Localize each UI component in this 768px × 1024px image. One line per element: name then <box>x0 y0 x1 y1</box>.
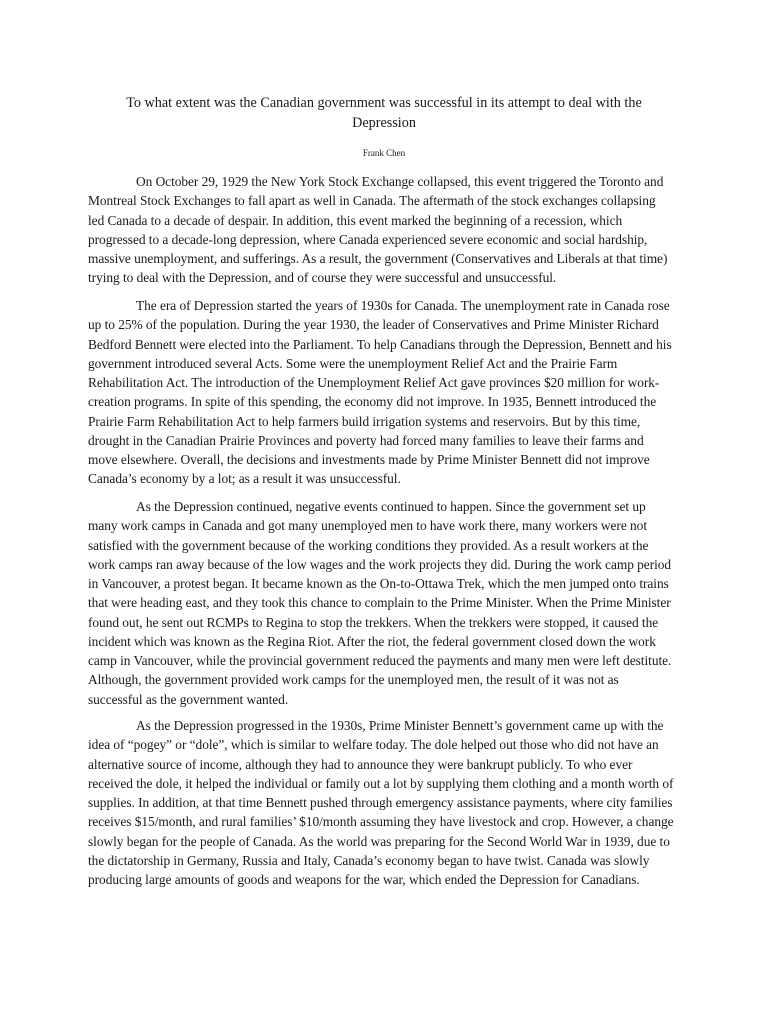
paragraph-1: On October 29, 1929 the New York Stock Exchange collapsed, this event triggered the Toronto and Montreal Stock Exchanges to fall apart as well in Canada. The aftermath of the stock exchanges collapsing led Canada to a decade of despair. In addition, this event marked the beginning of a recession, which progressed to a decade-long depression, where Canada experienced severe economic and social hardship, massive unemployment, and sufferings. As a result, the government (Conservatives and Liberals at that time) trying to deal with the Depression, and of course they were successful and unsuccessful. <box>88 174 668 286</box>
essay-title: To what extent was the Canadian government was successful in its attempt to deal with the Depression <box>126 95 642 131</box>
paragraph-4: As the Depression progressed in the 1930s, Prime Minister Bennett’s government came up with the idea of “pogey” or “dole”, which is similar to welfare today. The dole helped out those who did not have an alternative source of income, although they had to announce they were bankrupt publicly. To who ever received the dole, it helped the individual or family out a lot by supplying them clothing and a month worth of supplies. In addition, at that time Bennett pushed through emergency assistance payments, where city families receives $15/month, and rural families’ $10/month assuming they have livestock and crop. However, a change slowly began for the people of Canada. As the world was preparing for the Second World War in 1939, due to the dictatorship in Germany, Russia and Italy, Canada’s economy began to have twist. Canada was slowly producing large amounts of goods and weapons for the war, which ended the Depression for Canadians. <box>88 718 674 887</box>
paragraph-3: As the Depression continued, negative events continued to happen. Since the government set up many work camps in Canada and got many unemployed men to have work there, many workers were not satisfied with the government because of the working conditions they provided. As a result workers at the work camps ran away because of the low wages and the work projects they did. During the work camp period in Vancouver, a protest began. It became known as the On-to-Ottawa Trek, which the men jumped onto trains that were heading east, and they took this chance to complain to the Prime Minister. When the Prime Minister found out, he sent out RCMPs to Regina to stop the trekkers. When the trekkers were stopped, it caused the incident which was known as the Regina Riot. After the riot, the federal government closed down the work camp in Vancouver, while the provincial government reduced the payments and many men were left destitute. Although, the government provided work camps for the unemployed men, the result of it was not as successful as the government wanted. <box>88 499 672 707</box>
author-name: Frank Chen <box>362 148 406 158</box>
paragraph-2: The era of Depression started the years of 1930s for Canada. The unemployment rate in Canada rose up to 25% of the population. During the year 1930, the leader of Conservatives and Prime Minister Richard Bedford Bennett were elected into the Parliament. To help Canadians through the Depression, Bennett and his government introduced several Acts. Some were the unemployment Relief Act and the Prairie Farm Rehabilitation Act. The introduction of the Unemployment Relief Act gave provinces $20 million for work-creation programs. In spite of this spending, the economy did not improve. In 1935, Bennett introduced the Prairie Farm Rehabilitation Act to help farmers build irrigation systems and reservoirs. But by this time, drought in the Canadian Prairie Provinces and poverty had forced many families to leave their farms and move elsewhere. Overall, the decisions and investments made by Prime Minister Bennett did not improve Canada’s economy by a lot; as a result it was unsuccessful. <box>88 298 672 487</box>
